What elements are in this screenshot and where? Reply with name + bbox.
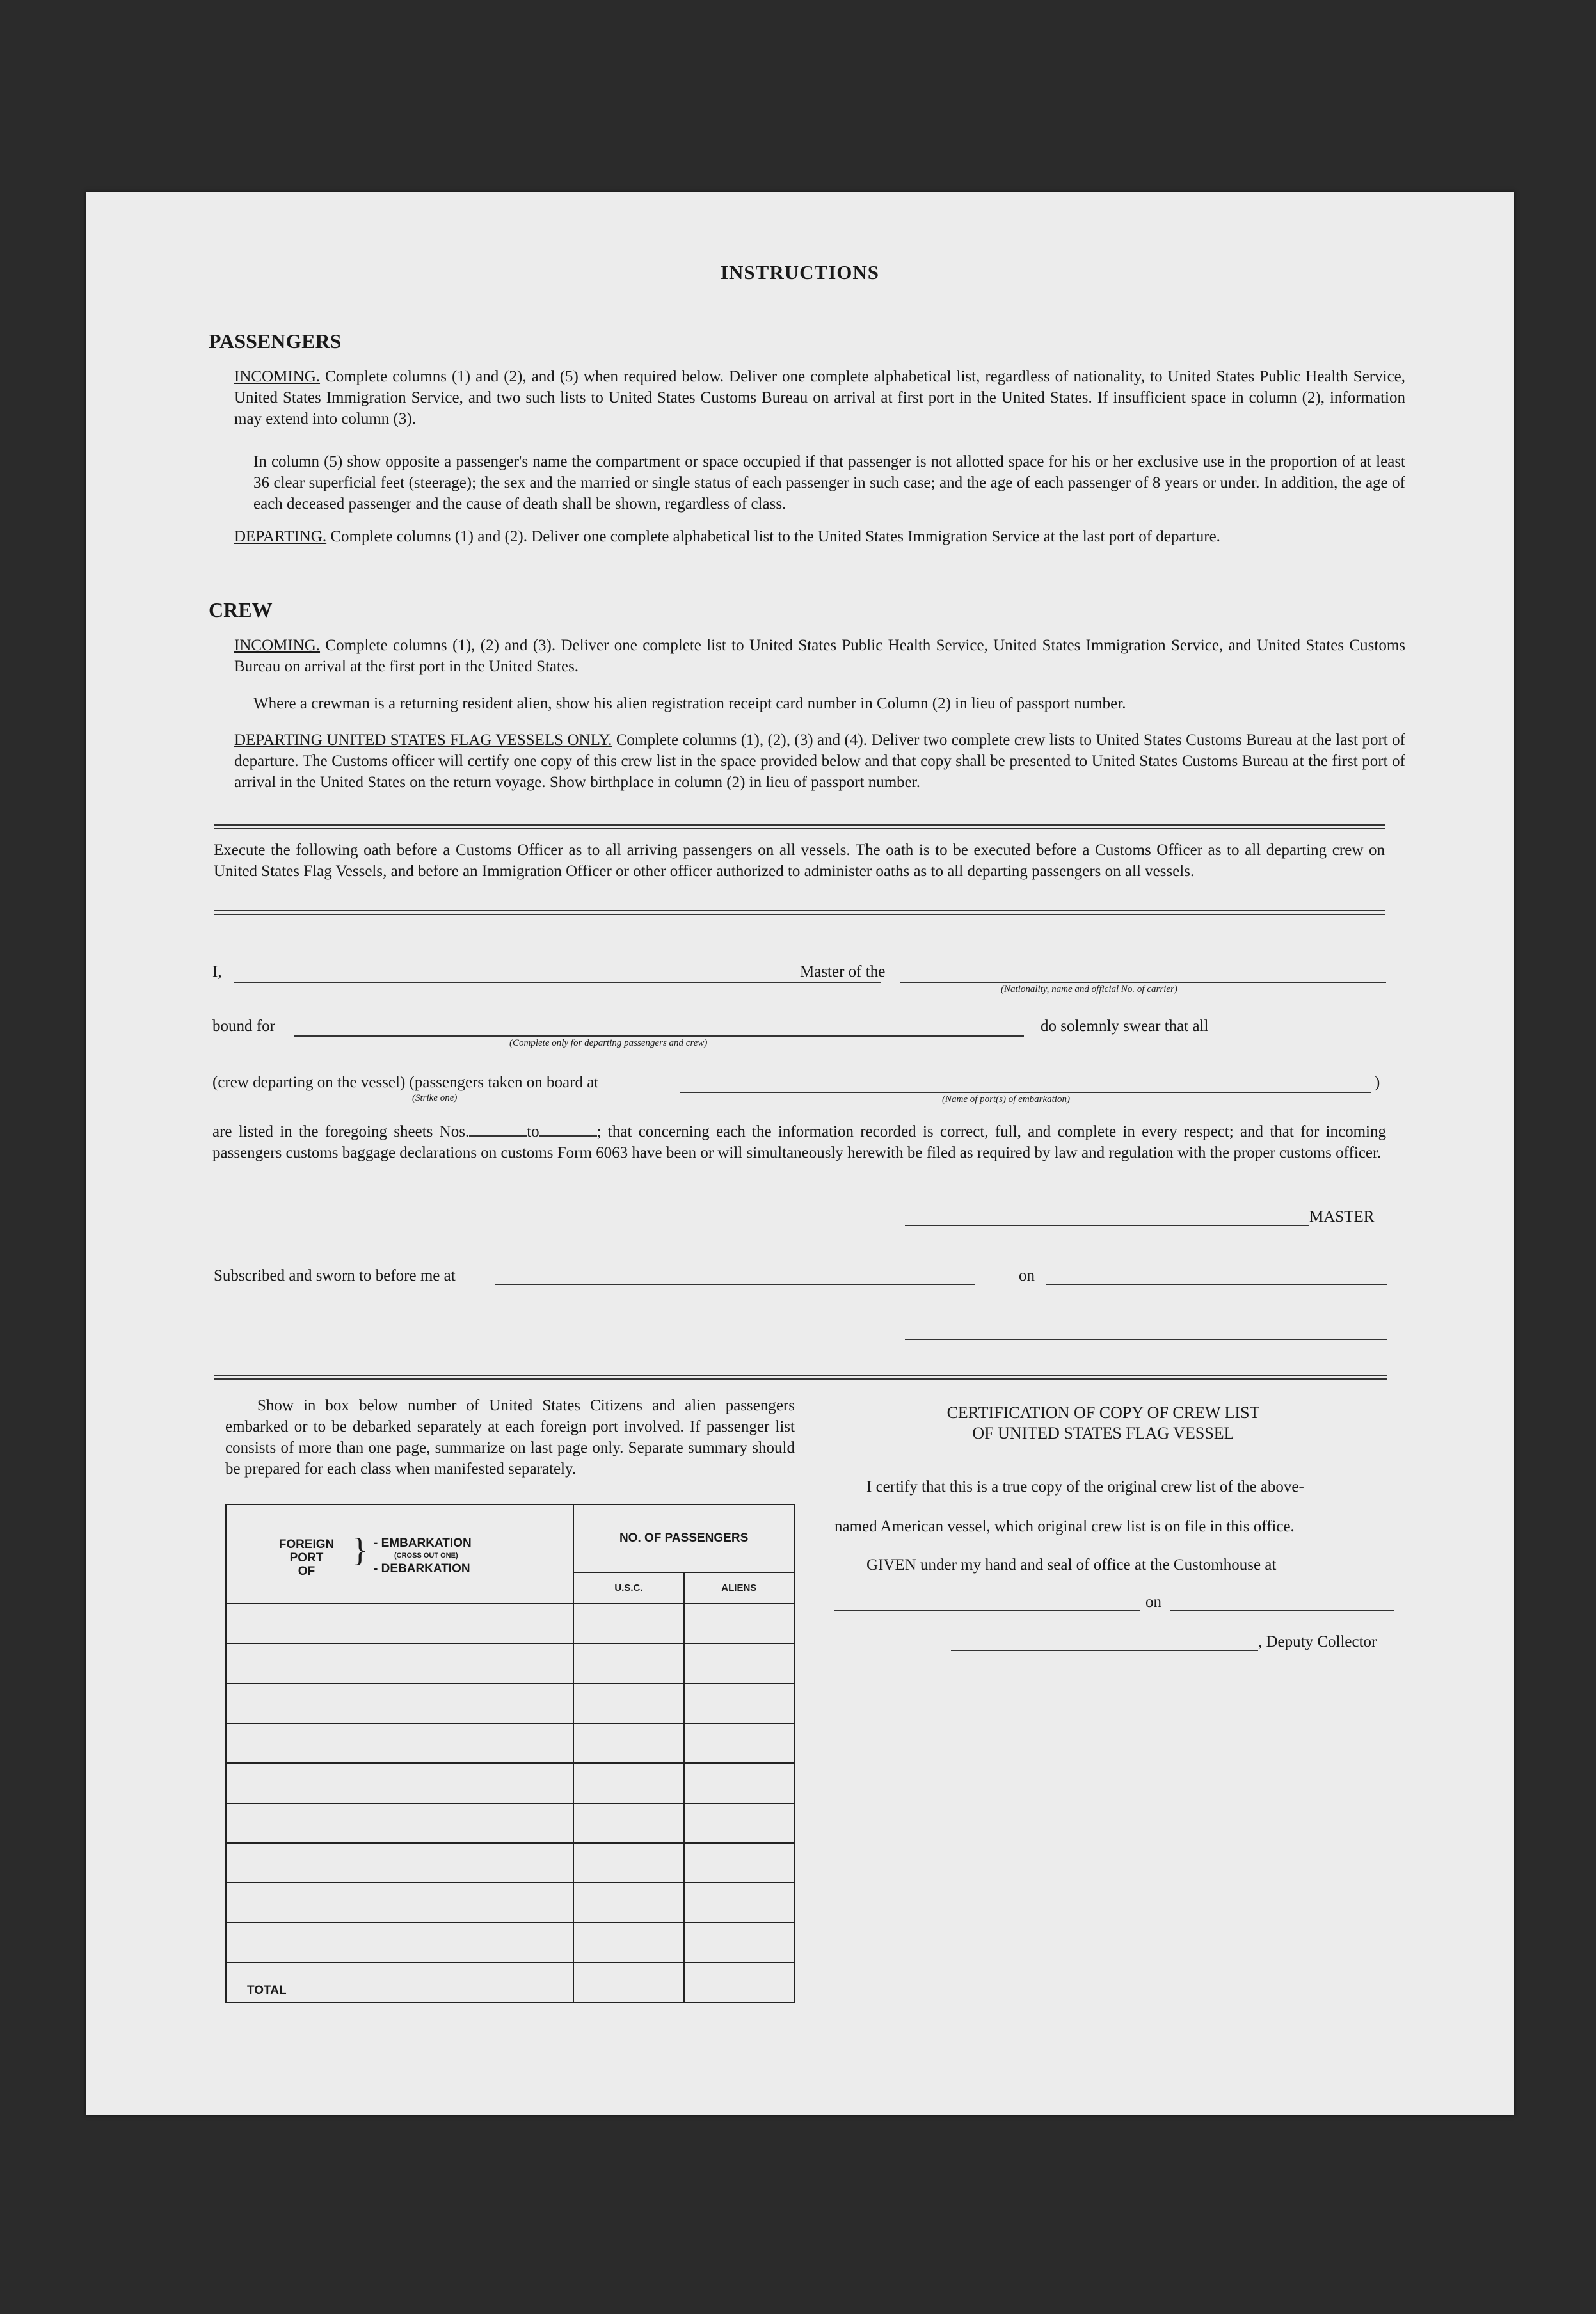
master-label: MASTER (1309, 1208, 1375, 1225)
sworn-date-field[interactable] (1046, 1284, 1387, 1285)
usc-cell[interactable] (573, 1843, 683, 1883)
passengers-column5-paragraph: In column (5) show opposite a passenger's name the compartment or space occupied if that passenger is not allotted space for his or her exclusive use in the proportion of at least 36 clear superficial feet (steerage); the sex and the married or single status of each passenger in such case; and the age of each passenger of 8 years or under. In addition, the age of each deceased passenger and the cause of death shall be shown, regardless of class. (253, 453, 1405, 513)
certification-title (822, 1403, 1385, 1444)
port-cell[interactable] (226, 1883, 573, 1922)
listed-to: to (527, 1123, 539, 1140)
passengers-departing-text: Complete columns (1) and (2). Deliver one complete alphabetical list to the United States Immigration Service at the last port of departure. (330, 528, 1220, 545)
usc-header: U.S.C. (573, 1572, 683, 1604)
port-cell[interactable] (226, 1922, 573, 1962)
aliens-cell[interactable] (684, 1684, 794, 1723)
usc-cell[interactable] (573, 1883, 683, 1922)
sheet-to-field[interactable] (539, 1135, 597, 1137)
port-cell[interactable] (226, 1803, 573, 1843)
port-cell[interactable] (226, 1723, 573, 1763)
given-line: GIVEN under my hand and seal of office at the Customhouse at (866, 1556, 1277, 1574)
embarkation-label: - EMBARKATION (374, 1536, 472, 1550)
crew-incoming-paragraph (234, 635, 1405, 677)
crew-departing-text: Complete columns (1), (2), (3) and (4). Deliver two complete crew lists to United States Customs Bureau at the last port of departure. The Customs officer will certify one copy of this crew list in the space provided below and that copy shall be presented to United States Customs Bureau at the first port of arrival in the United States on the return voyage. Show birthplace in column (2) in lieu of passport number. (234, 731, 1405, 791)
passengers-departing-paragraph (234, 526, 1405, 547)
section-divider (214, 1375, 1387, 1380)
usc-cell[interactable] (573, 1684, 683, 1723)
port-cell[interactable] (226, 1763, 573, 1803)
certification-title-line-1: CERTIFICATION OF COPY OF CREW LIST (946, 1403, 1260, 1422)
deputy-collector-label: , Deputy Collector (1258, 1633, 1377, 1650)
certify-line-1: I certify that this is a true copy of the original crew list of the above- (866, 1478, 1304, 1496)
usc-cell[interactable] (573, 1643, 683, 1683)
oath-i-label: I, (212, 963, 222, 980)
aliens-header: ALIENS (684, 1572, 794, 1604)
customhouse-field[interactable] (834, 1610, 1140, 1611)
bound-for-caption: (Complete only for departing passengers and crew) (509, 1038, 708, 1048)
passengers-heading: PASSENGERS (209, 330, 342, 353)
solemnly-swear-text: do solemnly swear that all (1041, 1017, 1209, 1035)
no-passengers-header: NO. OF PASSENGERS (573, 1504, 794, 1572)
master-signature-field[interactable] (905, 1225, 1309, 1226)
port-cell[interactable] (226, 1684, 573, 1723)
sheet-from-field[interactable] (469, 1135, 527, 1137)
usc-cell[interactable] (573, 1604, 683, 1643)
passengers-incoming-paragraph (234, 366, 1405, 429)
certification-title-line-2: OF UNITED STATES FLAG VESSEL (972, 1424, 1234, 1442)
ports-caption: (Name of port(s) of embarkation) (942, 1094, 1070, 1105)
usc-cell[interactable] (573, 1763, 683, 1803)
close-paren: ) (1375, 1074, 1380, 1091)
port-cell[interactable] (226, 1843, 573, 1883)
passengers-incoming-label: INCOMING. (234, 368, 321, 385)
cert-date-field[interactable] (1170, 1610, 1394, 1611)
debarkation-label: - DEBARKATION (374, 1561, 470, 1576)
crew-departing-text: (crew departing on the vessel) (passengers taken on board at (212, 1074, 599, 1091)
crew-resident-paragraph: Where a crewman is a returning resident alien, show his alien registration receipt card number in Column (2) in lieu of passport number. (253, 695, 1126, 712)
embarkation-ports-field[interactable] (680, 1092, 1371, 1093)
usc-cell[interactable] (573, 1922, 683, 1962)
crew-heading: CREW (209, 598, 273, 621)
usc-total-cell[interactable] (573, 1963, 683, 2002)
oath-intro: Execute the following oath before a Customs Officer as to all arriving passengers on all vessels. The oath is to be executed before a Customs Officer as to all departing crew on United States Flag Vessels, and before an Immigration Officer or other officer authorized to administer oaths as to all departing passengers on all vessels. (214, 842, 1385, 880)
listed-text-1: are listed in the foregoing sheets Nos. (212, 1123, 470, 1140)
master-of-label: Master of the (800, 963, 886, 980)
page-title: INSTRUCTIONS (720, 261, 879, 283)
passengers-departing-label: DEPARTING. (234, 528, 327, 545)
certify-line-2: named American vessel, which original crew list is on file in this office. (834, 1518, 1295, 1535)
port-header-foreign: FOREIGN (278, 1537, 335, 1551)
port-cell[interactable] (226, 1604, 573, 1643)
bound-for-label: bound for (212, 1017, 275, 1035)
aliens-cell[interactable] (684, 1883, 794, 1922)
carrier-field[interactable] (900, 982, 1386, 983)
section-divider (214, 910, 1385, 915)
usc-cell[interactable] (573, 1803, 683, 1843)
summary-instructions: Show in box below number of United States Citizens and alien passengers embarked or to be debarked separately at each foreign port involved. If passenger list consists of more than one page, summarize on last page only. Separate summary should be prepared for each class when manifested separately. (225, 1397, 795, 1478)
section-divider (214, 824, 1385, 829)
aliens-cell[interactable] (684, 1723, 794, 1763)
strike-one-caption: (Strike one) (412, 1093, 458, 1103)
sworn-place-field[interactable] (495, 1284, 975, 1285)
cross-out-label: (CROSS OUT ONE) (394, 1551, 458, 1560)
usc-cell[interactable] (573, 1723, 683, 1763)
aliens-total-cell[interactable] (684, 1963, 794, 2002)
aliens-cell[interactable] (684, 1643, 794, 1683)
port-cell[interactable] (226, 1643, 573, 1683)
aliens-cell[interactable] (684, 1604, 794, 1643)
aliens-cell[interactable] (684, 1803, 794, 1843)
crew-incoming-text: Complete columns (1), (2) and (3). Deliver one complete list to United States Public Health Service, United States Immigration Service, and United States Customs Bureau on arrival at the first port in the United States. (234, 637, 1406, 675)
crew-incoming-label: INCOMING. (234, 637, 321, 654)
deputy-collector-signature-field[interactable] (951, 1650, 1258, 1651)
master-name-field[interactable] (234, 982, 881, 983)
subscribed-label: Subscribed and sworn to before me at (214, 1267, 456, 1284)
carrier-caption: (Nationality, name and official No. of carrier) (1001, 984, 1177, 994)
listed-text-2: ; that concerning each the information recorded is correct, full, and complete in every respect; and that for incoming passengers customs baggage declarations on customs Form 6063 have been or will simultaneously herewith be filed as required by law and regulation with the proper customs officer. (212, 1123, 1386, 1161)
total-label: TOTAL (226, 1963, 573, 2002)
sworn-on-label: on (1019, 1267, 1035, 1284)
crew-departing-paragraph (234, 730, 1405, 793)
crew-departing-label: DEPARTING UNITED STATES FLAG VESSELS ONLY. (234, 731, 612, 749)
listed-sheets-paragraph (212, 1121, 1386, 1163)
port-header-of: OF (298, 1564, 315, 1578)
officer-signature-field[interactable] (905, 1339, 1387, 1340)
aliens-cell[interactable] (684, 1843, 794, 1883)
port-header-port: PORT (289, 1551, 324, 1565)
passengers-incoming-text: Complete columns (1) and (2), and (5) when required below. Deliver one complete alphabetical list, regardless of nationality, to United States Public Health Service, United States Immigration Service, and two such lists to United States Customs Bureau on arrival at first port in the United States. If insufficient space in column (2), information may extend into column (3). (234, 368, 1406, 427)
form-page (86, 192, 1514, 2115)
cert-on-label: on (1145, 1593, 1161, 1611)
port-header: FOREIGN PORT OF } - EMBARKATION (CROSS OUT ONE) - DEBARKATION (226, 1504, 573, 1604)
aliens-cell[interactable] (684, 1922, 794, 1962)
passenger-summary-table (225, 1504, 795, 2003)
bound-for-field[interactable] (294, 1035, 1024, 1037)
aliens-cell[interactable] (684, 1763, 794, 1803)
